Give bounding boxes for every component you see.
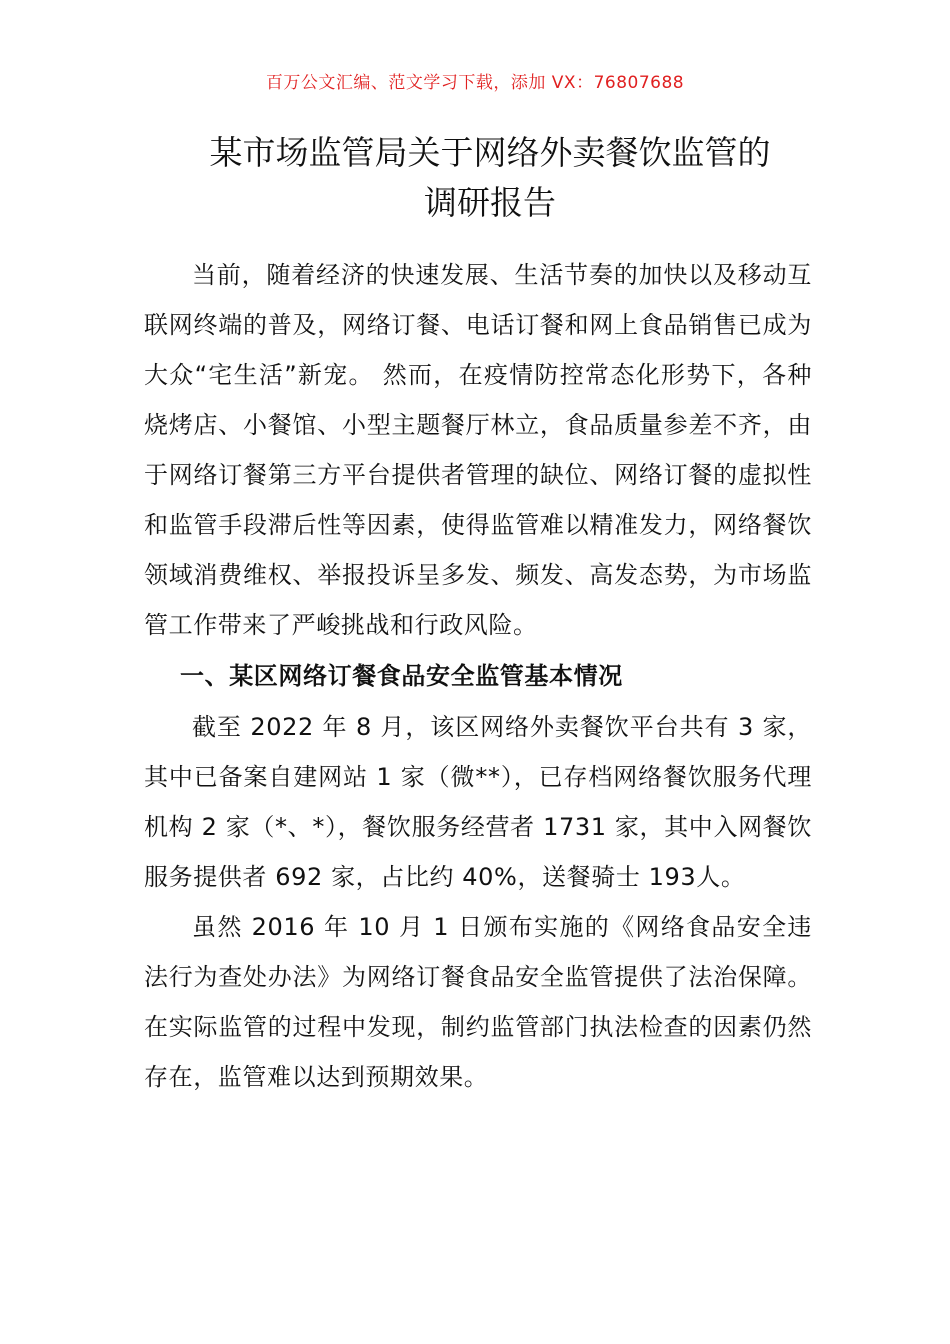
section-1-paragraph-2: 虽然 2016 年 10 月 1 日颁布实施的《网络食品安全违法行为查处办法》为网络订餐食品安全监管提供了法治保障。在实际监管的过程中发现，制约监管部门执法检查的因素仍然存在，监管难以达到预期效果。 [144, 913, 812, 1091]
header-watermark-note: 百万公文汇编、范文学习下载，添加 VX：76807688 [265, 73, 685, 93]
document-title [150, 128, 830, 228]
intro-paragraph: 当前，随着经济的快速发展、生活节奏的加快以及移动互联网终端的普及，网络订餐、电话订餐和网上食品销售已成为大众“宅生活”新宠。 然而，在疫情防控常态化形势下，各种烧烤店、小餐馆、小型主题餐厅林立，食品质量参差不齐，由于网络订餐第三方平台提供者管理的缺位、网络订餐的虚拟性和监管手段滞后性等因素，使得监管难以精准发力，网络餐饮领域消费维权、举报投诉呈多发、频发、高发态势，为市场监管工作带来了严峻挑战和行政风险。 [144, 261, 812, 639]
document-body [144, 250, 812, 1102]
section-1-heading: 一、某区网络订餐食品安全监管基本情况 [180, 662, 623, 690]
title-line-2: 调研报告 [424, 183, 556, 222]
section-1-paragraph-1: 截至 2022 年 8 月，该区网络外卖餐饮平台共有 3 家，其中已备案自建网站 1 家（微**），已存档网络餐饮服务代理机构 2 家（*、*），餐饮服务经营者 1731 家，其中入网餐饮服务提供者 692 家，占比约 40%，送餐骑士 193人。 [144, 713, 812, 891]
title-line-1: 某市场监管局关于网络外卖餐饮监管的 [209, 133, 771, 172]
